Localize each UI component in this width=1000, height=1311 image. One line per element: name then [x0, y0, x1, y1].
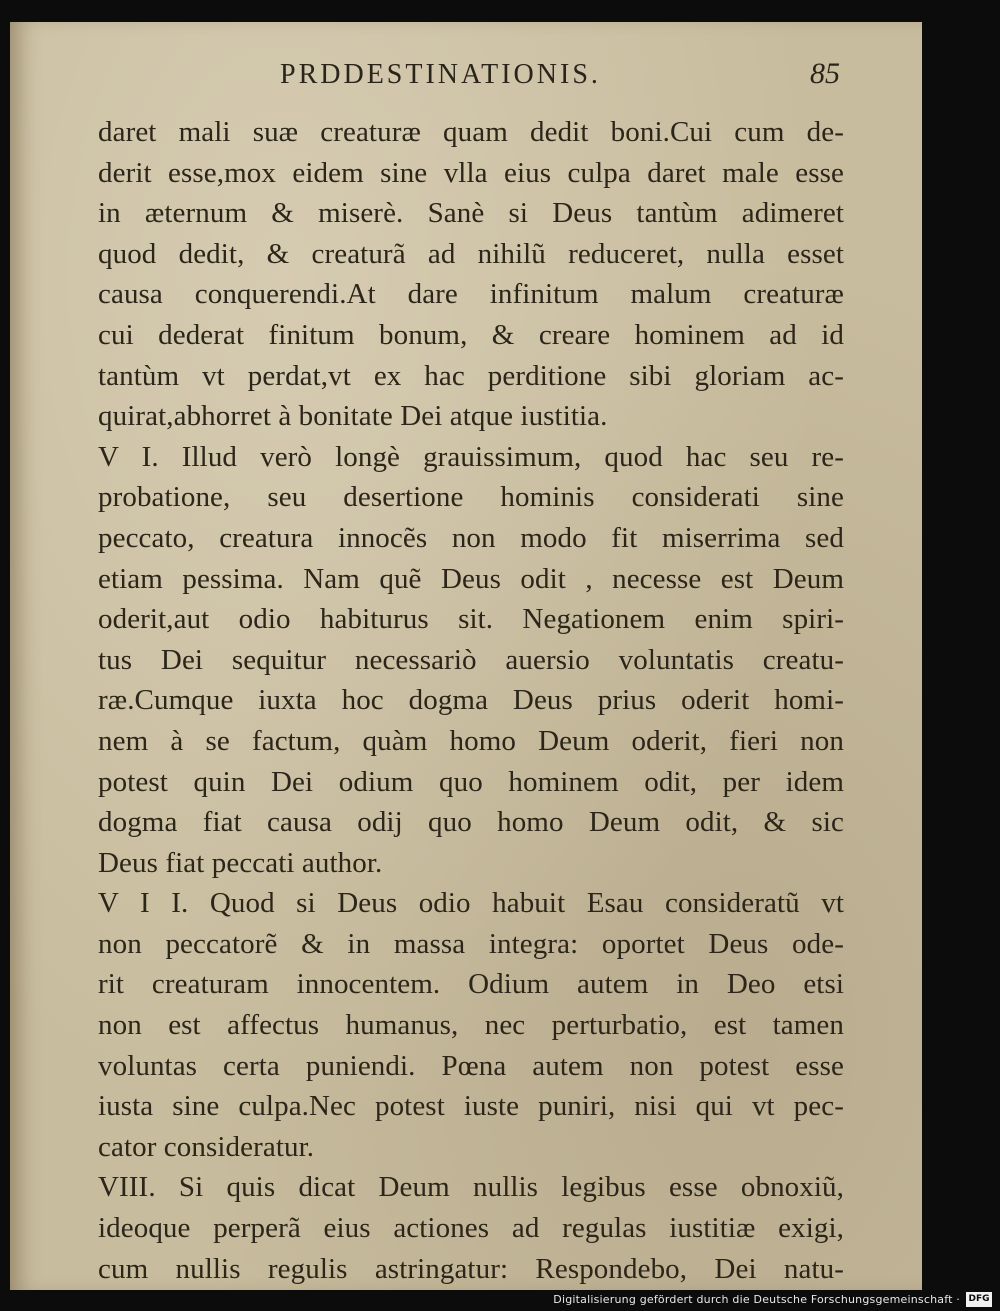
digitization-footer [0, 1290, 1000, 1311]
text-line: rit creaturam innocentem. Odium autem in Deo etsi [98, 968, 844, 1001]
text-line: nem à se factum, quàm homo Deum oderit, fieri non [98, 724, 844, 757]
text-line: iusta sine culpa.Nec potest iuste puniri, nisi qui vt pec- [98, 1090, 844, 1123]
text-line: oderit,aut odio habiturus sit. Negationem enim spiri- [98, 603, 844, 636]
running-title: PRDDESTINATIONIS. [280, 59, 601, 90]
page-number: 85 [810, 57, 840, 90]
text-line: cui dederat finitum bonum, & creare hominem ad id [98, 318, 844, 351]
text-line: tus Dei sequitur necessariò auersio voluntatis creatu- [98, 643, 844, 676]
text-line: voluntas certa puniendi. Pœna autem non potest esse [98, 1049, 844, 1082]
dfg-logo: DFG [966, 1292, 992, 1307]
text-line: V I I. Quod si Deus odio habuit Esau consideratũ vt [98, 887, 844, 920]
book-page [10, 22, 922, 1290]
text-line: non peccatorẽ & in massa integra: oportet Deus ode- [98, 927, 844, 960]
body-text [98, 112, 844, 1290]
text-line: VIII. Si quis dicat Deum nullis legibus esse obnoxiũ, [98, 1171, 844, 1204]
text-line: in æternum & miserè. Sanè si Deus tantùm adimeret [98, 197, 844, 230]
text-line: probatione, seu desertione hominis considerati sine [98, 481, 844, 514]
text-line: quod dedit, & creaturã ad nihilũ reduceret, nulla esset [98, 237, 844, 270]
text-line: causa conquerendi.At dare infinitum malum creaturæ [98, 278, 844, 311]
text-line: potest quin Dei odium quo hominem odit, per idem [98, 765, 844, 798]
text-line: etiam pessima. Nam quẽ Deus odit , necesse est Deum [98, 562, 844, 595]
text-line: derit esse,mox eidem sine vlla eius culpa daret male esse [98, 156, 844, 189]
text-line: cum nullis regulis astringatur: Respondebo, Dei natu- [98, 1252, 844, 1285]
page-header [280, 57, 840, 97]
text-line: dogma fiat causa odij quo homo Deum odit, & sic [98, 806, 844, 839]
text-line: peccato, creatura innocẽs non modo fit miserrima sed [98, 521, 844, 554]
text-line: daret mali suæ creaturæ quam dedit boni.Cui cum de- [98, 116, 844, 148]
text-line: ræ.Cumque iuxta hoc dogma Deus prius oderit homi- [98, 684, 844, 717]
text-line: V I. Illud verò longè grauissimum, quod hac seu re- [98, 440, 844, 473]
text-line: Deus fiat peccati author. [98, 846, 383, 879]
text-line: ideoque perperã eius actiones ad regulas iustitiæ exigi, [98, 1212, 844, 1245]
text-line: non est affectus humanus, nec perturbatio, est tamen [98, 1009, 844, 1042]
text-line: cator consideratur. [98, 1130, 315, 1163]
text-line: tantùm vt perdat,vt ex hac perditione sibi gloriam ac- [98, 359, 844, 392]
text-line: quirat,abhorret à bonitate Dei atque iustitia. [98, 400, 608, 433]
funding-credit: Digitalisierung gefördert durch die Deutsche Forschungsgemeinschaft · [553, 1293, 960, 1306]
